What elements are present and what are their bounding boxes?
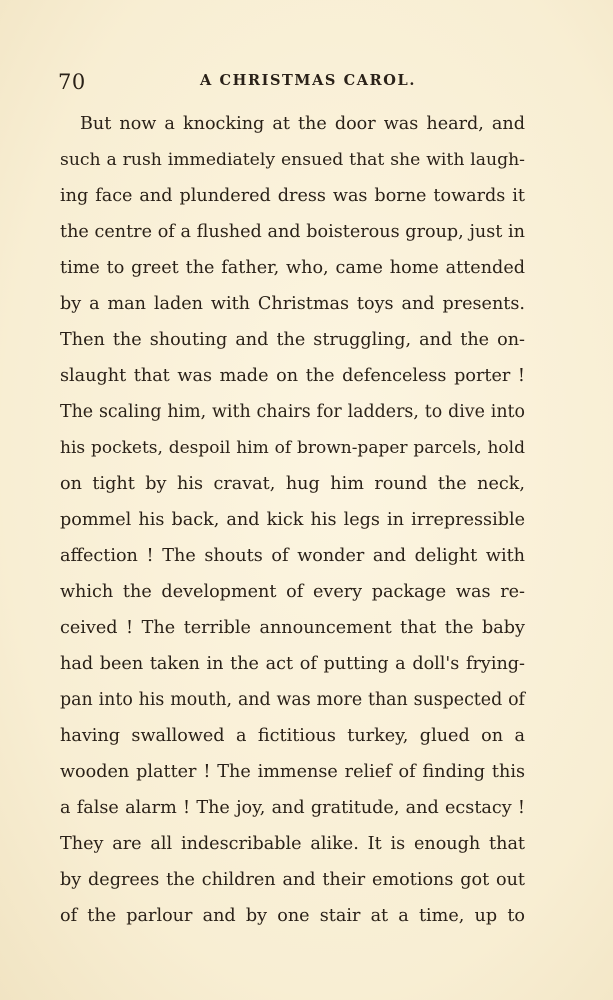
running-title: A CHRISTMAS CAROL. — [200, 72, 416, 89]
text-line: having swallowed a fictitious turkey, glued on a — [60, 726, 525, 746]
text-line: ceived ! The terrible announcement that the baby — [60, 618, 525, 638]
text-line: such a rush immediately ensued that she with laugh- — [60, 150, 525, 170]
running-head — [58, 70, 527, 96]
text-line: They are all indescribable alike. It is enough that — [60, 834, 525, 854]
text-line: on tight by his cravat, hug him round the neck, — [60, 474, 525, 494]
text-line: ing face and plundered dress was borne towards it — [60, 186, 525, 206]
text-line: But now a knocking at the door was heard, and — [80, 114, 525, 134]
text-line: which the development of every package was re- — [60, 582, 525, 602]
text-line: the centre of a flushed and boisterous group, just in — [60, 222, 525, 242]
text-line: his pockets, despoil him of brown-paper parcels, hold — [60, 438, 525, 458]
text-line: affection ! The shouts of wonder and delight with — [60, 546, 525, 566]
page-number: 70 — [58, 70, 86, 94]
text-line: pommel his back, and kick his legs in irrepressible — [60, 510, 525, 530]
text-line: of the parlour and by one stair at a time, up to — [60, 906, 525, 926]
text-line: The scaling him, with chairs for ladders, to dive into — [60, 402, 525, 422]
text-line: by a man laden with Christmas toys and presents. — [60, 294, 525, 314]
text-line: by degrees the children and their emotions got out — [60, 870, 525, 890]
text-line: slaught that was made on the defenceless porter ! — [60, 366, 525, 386]
body-text — [60, 106, 525, 934]
text-line: Then the shouting and the struggling, and the on- — [60, 330, 525, 350]
text-line: had been taken in the act of putting a doll's frying- — [60, 654, 525, 674]
text-line: time to greet the father, who, came home attended — [60, 258, 525, 278]
text-line: a false alarm ! The joy, and gratitude, and ecstacy ! — [60, 798, 525, 818]
text-line: pan into his mouth, and was more than suspected of — [60, 690, 525, 710]
text-line: wooden platter ! The immense relief of finding this — [60, 762, 525, 782]
